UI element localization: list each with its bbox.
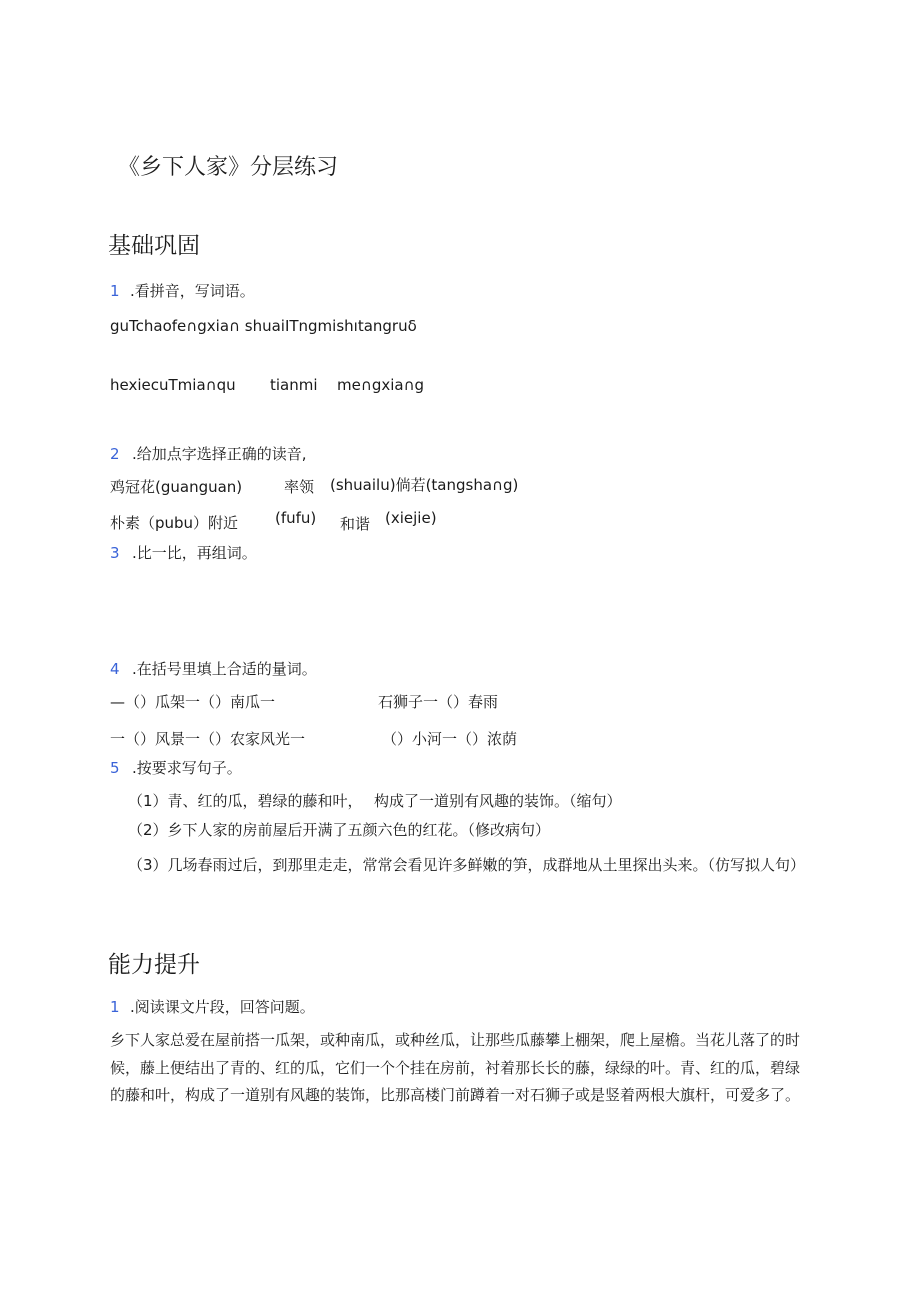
pinyin-row-1: guTchaofe∩gxia∩ shuaiITngmishıtangruδ <box>110 317 417 335</box>
question-4 <box>110 658 317 679</box>
sentence-task-3: （3）几场春雨过后，到那里走走，常常会看见许多鲜嫩的笋，成群地从土里探出头来。（仿写拟人句） <box>128 856 806 874</box>
sentence-task-2: （2）乡下人家的房前屋后开满了五颜六色的红花。（修改病句） <box>128 821 551 839</box>
pinyin-word: tianmi <box>270 376 318 394</box>
measure-word-item: 一（）风景一（）农家风光一 <box>110 730 306 748</box>
reading-option: (xiejie) <box>385 509 437 527</box>
question-number: 1 <box>110 282 120 300</box>
question-5 <box>110 757 242 778</box>
question-text: .按要求写句子。 <box>132 759 242 777</box>
pinyin-word: hexiecuTmia∩qu <box>110 376 236 394</box>
question-1 <box>110 280 255 301</box>
sentence-task-1: （1）青、红的瓜，碧绿的藤和叶， <box>128 792 363 810</box>
question-text: .看拼音，写词语。 <box>130 282 255 300</box>
reading-passage: 乡下人家总爱在屋前搭一瓜架，或种南瓜，或种丝瓜，让那些瓜藤攀上棚架，爬上屋檐。当花儿落了的时候，藤上便结出了青的、红的瓜，它们一个个挂在房前，衬着那长长的藤，绿绿的叶。青、红的瓜，碧绿的藤和叶，构成了一道别有风趣的装饰，比那高楼门前蹲着一对石狮子或是竖着两根大旗杆，可爱多了。 <box>110 1031 801 1104</box>
measure-word-item: —（）瓜架一（）南瓜一 <box>110 693 276 711</box>
reading-option: 和谐 <box>340 515 371 533</box>
page-title: 《乡下人家》分层练习 <box>118 155 339 180</box>
question-number: 3 <box>110 544 120 562</box>
measure-word-item: 石狮子一（）春雨 <box>378 693 499 711</box>
pinyin-word: me∩gxia∩g <box>337 376 425 394</box>
question-3 <box>110 542 257 563</box>
question-p1 <box>110 996 315 1017</box>
section-heading-basic: 基础巩固 <box>108 233 200 259</box>
question-number: 1 <box>110 998 120 1016</box>
reading-option: (shuailu)倘若(tangsha∩g) <box>330 476 519 494</box>
question-number: 4 <box>110 660 120 678</box>
reading-option: 朴素（pubu）附近 <box>110 514 239 532</box>
question-text: .在括号里填上合适的量词。 <box>132 660 317 678</box>
reading-option: 率领 <box>284 478 315 496</box>
reading-option: 鸡冠花(guanguan) <box>110 478 243 496</box>
question-text: .给加点字选择正确的读音, <box>132 445 307 463</box>
reading-option: (fufu) <box>275 509 317 527</box>
question-text: .比一比，再组词。 <box>132 544 257 562</box>
question-text: .阅读课文片段，回答问题。 <box>130 998 315 1016</box>
question-number: 5 <box>110 759 120 777</box>
question-number: 2 <box>110 445 120 463</box>
question-2 <box>110 443 307 464</box>
measure-word-item: （）小河一（）浓荫 <box>382 730 518 748</box>
sentence-task-1-cont: 构成了一道别有风趣的装饰。（缩句） <box>374 792 622 810</box>
section-heading-advanced: 能力提升 <box>108 952 200 978</box>
